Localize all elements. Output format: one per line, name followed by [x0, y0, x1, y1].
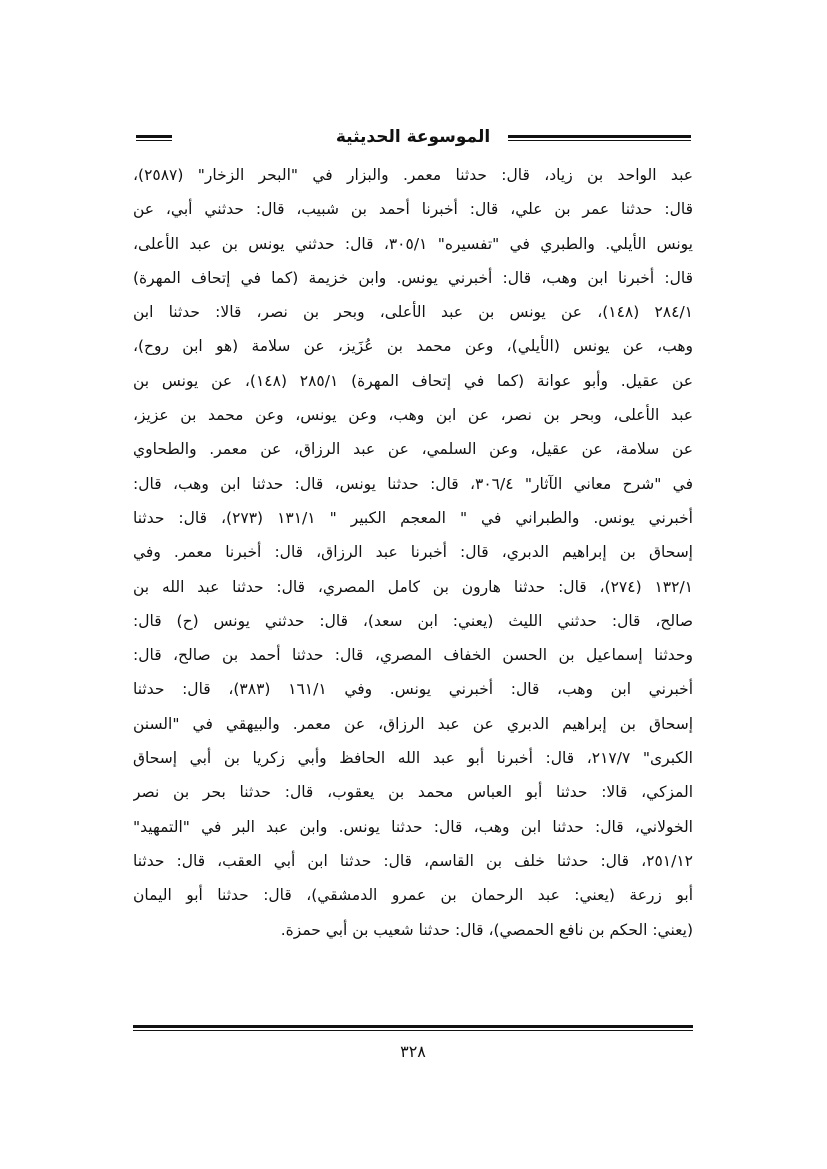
text-line: أخبرني يونس. والطبراني في " المعجم الكبير " ١٣١/١ (٢٧٣)، قال: حدثنا [133, 508, 693, 527]
text-line: أبو زرعة (يعني: عبد الرحمان بن عمرو الدمشقي)، قال: حدثنا أبو اليمان [133, 886, 693, 905]
header-rule-left [136, 135, 172, 141]
text-line: عبد الأعلى، وبحر بن نصر، عن ابن وهب، وعن يونس، وعن محمد بن عزيز، [133, 406, 693, 425]
text-line: (يعني: الحكم بن نافع الحمصي)، قال: حدثنا شعيب بن أبي حمزة. [280, 920, 693, 939]
text-line: في "شرح معاني الآثار" ٣٠٦/٤، قال: حدثنا يونس، قال: حدثنا ابن وهب، قال: [133, 474, 693, 493]
text-line: ١٣٢/١ (٢٧٤)، قال: حدثنا هارون بن كامل المصري، قال: حدثنا عبد الله بن [133, 577, 693, 596]
text-line: وهب، عن يونس (الأيلي)، وعن محمد بن عُزَيز، عن سلامة (هو ابن روح)، [133, 337, 693, 356]
text-line: قال: حدثنا عمر بن علي، قال: أخبرنا أحمد بن شبيب، قال: حدثني أبي، عن [133, 200, 693, 219]
text-line: صالح، قال: حدثني الليث (يعني: ابن سعد)، قال: حدثني يونس (ح) قال: [133, 611, 693, 630]
header-rule-right [508, 135, 691, 141]
page-number: ٣٢٨ [400, 1042, 426, 1061]
header-title: الموسوعة الحديثية [335, 127, 491, 147]
text-line: ٢٨٤/١ (١٤٨)، عن يونس بن عبد الأعلى، وبحر بن نصر، قالا: حدثنا ابن [133, 303, 693, 322]
text-line: يونس الأيلي. والطبري في "تفسيره" ٣٠٥/١، قال: حدثني يونس بن عبد الأعلى، [133, 234, 693, 253]
text-line: أخبرني ابن وهب، قال: أخبرني يونس. وفي ١٦١/١ (٣٨٣)، قال: حدثنا [133, 680, 693, 699]
text-line: عن سلامة، عن عقيل، وعن السلمي، عن عبد الرزاق، عن معمر. والطحاوي [133, 440, 693, 459]
text-line: وحدثنا إسماعيل بن الحسن الخفاف المصري، قال: حدثنا أحمد بن صالح، قال: [133, 646, 693, 665]
running-header [136, 124, 691, 154]
text-line: عن عقيل. وأبو عوانة (كما في إتحاف المهرة) ٢٨٥/١ (١٤٨)، عن يونس بن [133, 371, 693, 390]
text-line: إسحاق بن إبراهيم الدبري، قال: أخبرنا عبد الرزاق، قال: أخبرنا معمر. وفي [133, 543, 693, 562]
text-line: عبد الواحد بن زياد، قال: حدثنا معمر. والبزار في "البحر الزخار" (٢٥٨٧)، [133, 166, 693, 184]
text-line: إسحاق بن إبراهيم الدبري عن عبد الرزاق، عن معمر. والبيهقي في "السنن [133, 714, 693, 733]
text-line: الكبرى" ٢١٧/٧، قال: أخبرنا أبو عبد الله الحافظ وأبي زكريا بن أبي إسحاق [133, 749, 693, 768]
text-line: المزكي، قالا: حدثنا أبو العباس محمد بن يعقوب، قال: حدثنا بحر بن نصر [133, 783, 693, 802]
body-text [133, 158, 693, 947]
text-line: قال: أخبرنا ابن وهب، قال: أخبرني يونس. وابن خزيمة (كما في إتحاف المهرة) [133, 268, 693, 287]
footer-rule [133, 1025, 693, 1031]
text-line: الخولاني، قال: حدثنا ابن وهب، قال: حدثنا يونس. وابن عبد البر في "التمهيد" [133, 817, 693, 836]
text-line: ٢٥١/١٢، قال: حدثنا خلف بن القاسم، قال: حدثنا ابن أبي العقب، قال: حدثنا [133, 851, 693, 870]
